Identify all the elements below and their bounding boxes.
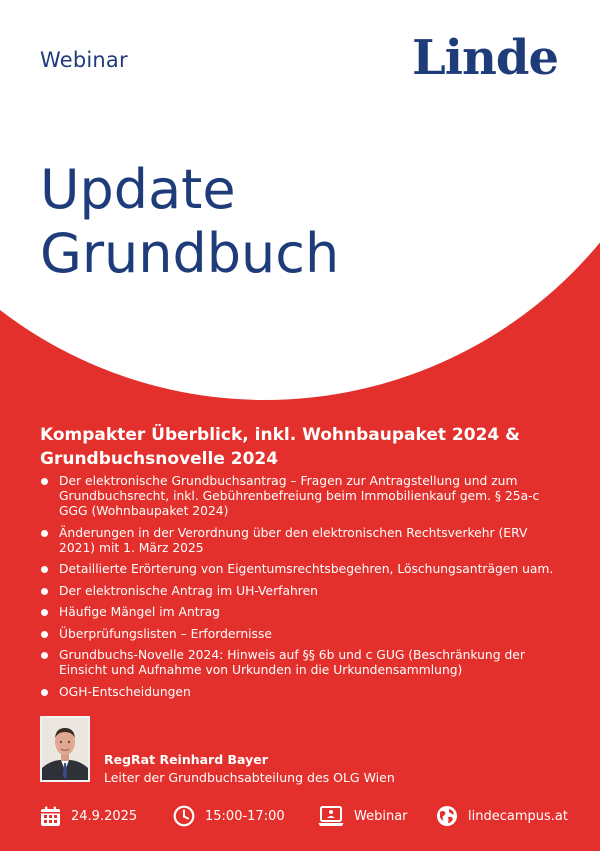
list-item <box>40 584 565 599</box>
topic-text: Häufige Mängel im Antrag <box>59 605 220 619</box>
topic-text: OGH-Entscheidungen <box>59 684 191 699</box>
list-item <box>40 605 565 620</box>
speaker-name: RegRat Reinhard Bayer <box>104 752 268 767</box>
bullet-icon <box>41 609 48 616</box>
laptop-webinar-icon <box>318 805 344 827</box>
list-item <box>40 474 565 519</box>
list-item <box>40 526 565 556</box>
list-item <box>40 685 565 700</box>
speaker-photo <box>40 716 90 782</box>
subtitle: Kompakter Überblick, inkl. Wohnbaupaket 2024 & Grundbuchsnovelle 2024 <box>40 425 520 469</box>
footer-format <box>318 803 408 829</box>
format-text: Webinar <box>354 808 408 824</box>
bullet-icon <box>41 652 48 659</box>
topic-text: Überprüfungslisten – Erfordernisse <box>59 626 272 641</box>
event-type-label: Webinar <box>40 48 128 72</box>
calendar-icon <box>40 806 61 827</box>
speaker-role: Leiter der Grundbuchsabteilung des OLG Wien <box>104 770 395 785</box>
topics-list <box>40 474 565 706</box>
list-item <box>40 562 565 577</box>
topic-text: Detaillierte Erörterung von Eigentumsrechtsbegehren, Löschungsanträgen uam. <box>59 562 554 576</box>
bullet-icon <box>41 588 48 595</box>
linde-logo: Linde <box>412 30 558 86</box>
bullet-icon <box>41 530 48 537</box>
speaker-portrait-icon <box>42 718 88 780</box>
date-text: 24.9.2025 <box>71 808 138 824</box>
bullet-icon <box>41 689 48 696</box>
title-line-2: Grundbuch <box>40 222 340 285</box>
list-item <box>40 627 565 642</box>
globe-icon <box>436 805 458 827</box>
bullet-icon <box>41 631 48 638</box>
clock-icon <box>173 805 195 827</box>
footer-website[interactable] <box>436 803 568 829</box>
list-item <box>40 648 565 678</box>
topic-text: Der elektronische Antrag im UH-Verfahren <box>59 583 318 598</box>
bullet-icon <box>41 566 48 573</box>
topic-text: Der elektronische Grundbuchsantrag – Fragen zur Antragstellung und zum Grundbuchsrecht, inkl. Gebührenbefreiung beim Immobilienkauf gem. § 25a-c GGG (Wohnbaupaket 2024) <box>59 474 540 518</box>
title-line-1: Update <box>40 158 236 221</box>
footer-date <box>40 803 137 829</box>
page-title <box>40 158 339 286</box>
website-link[interactable]: lindecampus.at <box>468 808 568 824</box>
topic-text: Änderungen in der Verordnung über den elektronischen Rechtsverkehr (ERV 2021) mit 1. März 2025 <box>59 525 528 555</box>
bullet-icon <box>41 478 48 485</box>
footer-time <box>173 803 285 829</box>
time-text: 15:00-17:00 <box>205 808 285 824</box>
topic-text: Grundbuchs-Novelle 2024: Hinweis auf §§ 6b und c GUG (Beschränkung der Einsicht und Aufnahme von Urkunden in die Urkundensammlung) <box>59 648 525 677</box>
